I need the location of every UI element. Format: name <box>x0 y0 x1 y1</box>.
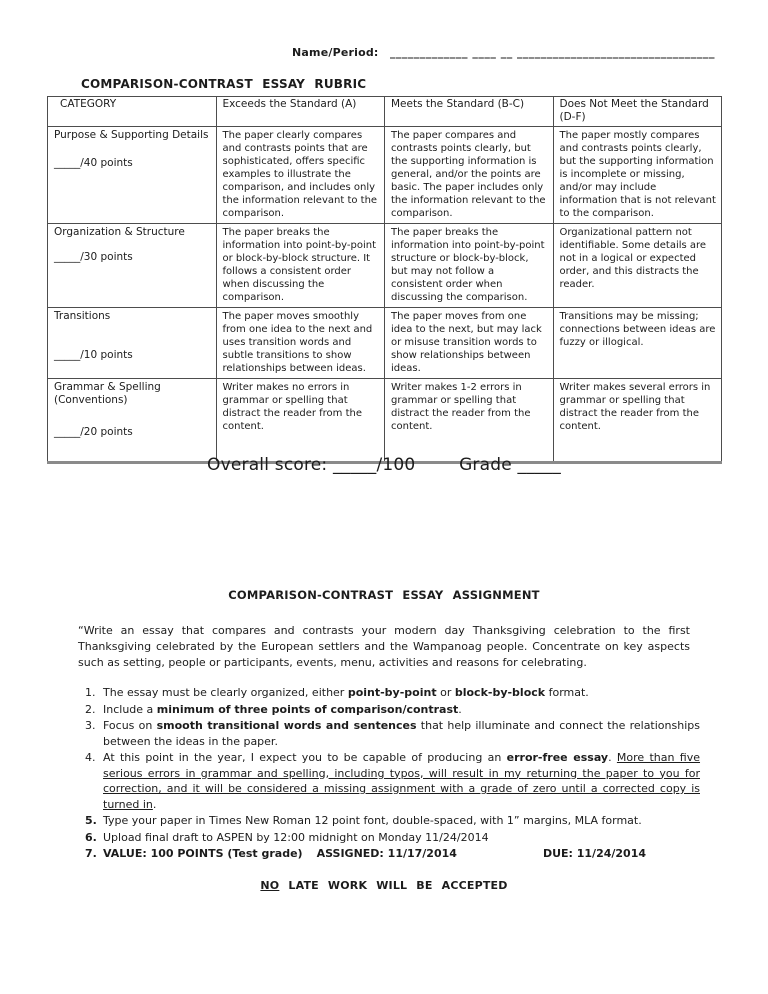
list-item-text <box>103 718 700 749</box>
text-segment: that help illuminate and connect the relationships between the ideas in the paper. <box>103 719 700 748</box>
table-row <box>48 308 722 379</box>
list-item-text <box>103 685 700 701</box>
text-segment: ASSIGNED: 11/17/2014 <box>316 847 457 860</box>
criteria-cell: The paper compares and contrasts points clearly, but the supporting information is general, and/or the points are basic. The paper includes only the information relevant to the comparison. <box>385 127 554 224</box>
text-segment: . <box>458 702 462 716</box>
grade-label: Grade _____ <box>459 455 561 475</box>
criteria-cell: The paper moves from one idea to the next, but may lack or misuse transition words to show relationships between ideas. <box>385 308 554 379</box>
list-item-number: 1. <box>85 686 96 699</box>
category-cell <box>48 379 217 463</box>
text-segment: At this point in the year, I expect you to be capable of producing an <box>103 751 507 764</box>
text-segment: smooth transitional words and sentences <box>156 719 417 732</box>
column-header: Exceeds the Standard (A) <box>216 97 385 127</box>
list-item-text <box>103 813 700 829</box>
list-item-number: 2. <box>85 702 96 716</box>
points-blank: _____/30 points <box>54 251 133 263</box>
text-segment: . <box>152 797 157 811</box>
category-name: Transitions <box>54 310 111 322</box>
name-period-label: Name/Period: <box>292 46 379 59</box>
category-name: Purpose & Supporting Details <box>54 129 209 141</box>
list-item-number: 6. <box>85 830 97 844</box>
table-row <box>48 379 722 463</box>
overall-score-line <box>0 455 768 475</box>
category-cell <box>48 127 217 224</box>
no-late-work-notice <box>0 879 768 892</box>
points-blank: _____/40 points <box>54 157 133 169</box>
assignment-section <box>0 588 768 892</box>
list-item <box>85 685 700 701</box>
assignment-intro: “Write an essay that compares and contrasts your modern day Thanksgiving celebration to the first Thanksgiving celebrated by the European settlers and the Wampanoag people. Concentrate on key aspects such as setting, people or participants, events, menu, activities and reasons for celebrating. <box>78 624 690 669</box>
list-item-text <box>103 702 700 718</box>
text-segment: Focus on <box>103 719 157 732</box>
criteria-cell: Writer makes no errors in grammar or spelling that distract the reader from the content. <box>216 379 385 463</box>
list-item <box>85 718 700 749</box>
list-item-text <box>103 846 700 862</box>
criteria-cell: The paper breaks the information into point-by-point structure or block-by-block, but may not follow a consistent order when discussing the comparison. <box>385 224 554 308</box>
table-row <box>48 127 722 224</box>
column-header: CATEGORY <box>48 97 217 127</box>
list-item-text <box>103 830 700 846</box>
criteria-cell: The paper moves smoothly from one idea to the next and uses transition words and subtle transitions to show relationships between ideas. <box>216 308 385 379</box>
text-segment: More than five serious errors in grammar and spelling, including typos, will result in my returning the paper to you for correction, and it will be considered a missing assignment with a grade of zero until a corrected copy is turned in <box>103 751 701 811</box>
assignment-title: COMPARISON-CONTRAST ESSAY ASSIGNMENT <box>228 588 540 602</box>
list-item <box>85 702 700 718</box>
list-item <box>85 846 700 862</box>
text-segment: LATE WORK WILL BE ACCEPTED <box>279 878 508 892</box>
assignment-list <box>85 685 700 862</box>
points-blank: _____/20 points <box>54 426 133 438</box>
list-item-number: 5. <box>85 814 97 827</box>
rubric-header-row <box>48 97 722 127</box>
rubric-table <box>47 96 722 464</box>
text-segment: The essay must be clearly organized, either <box>103 686 348 699</box>
rubric-title: COMPARISON-CONTRAST ESSAY RUBRIC <box>81 77 367 91</box>
criteria-cell: Organizational pattern not identifiable. Some details are not in a logical or expected order, and this distracts the reader. <box>553 224 722 308</box>
text-segment: block-by-block <box>454 686 546 699</box>
column-header: Does Not Meet the Standard (D-F) <box>553 97 722 127</box>
list-item-number: 4. <box>85 751 96 764</box>
criteria-cell: The paper clearly compares and contrasts points that are sophisticated, offers specific examples to illustrate the comparison, and includes only the information relevant to the comparison. <box>216 127 385 224</box>
criteria-cell: The paper mostly compares and contrasts points clearly, but the supporting information is incomplete or missing, and/or may include information that is not relevant to the comparison. <box>553 127 722 224</box>
column-header: Meets the Standard (B-C) <box>385 97 554 127</box>
category-cell <box>48 224 217 308</box>
criteria-cell: Transitions may be missing; connections between ideas are fuzzy or illogical. <box>553 308 722 379</box>
text-segment: Type your paper in Times New Roman 12 point font, double-spaced, with 1” margins, MLA format. <box>103 814 642 827</box>
points-blank: _____/10 points <box>54 349 133 361</box>
category-name: Grammar & Spelling (Conventions) <box>54 381 161 406</box>
criteria-cell: Writer makes 1-2 errors in grammar or spelling that distract the reader from the content. <box>385 379 554 463</box>
list-item-number: 3. <box>85 719 96 732</box>
criteria-cell: The paper breaks the information into point-by-point or block-by-block structure. It follows a consistent order when discussing the comparison. <box>216 224 385 308</box>
text-segment: error-free essay <box>506 751 609 764</box>
text-segment: format. <box>545 686 589 699</box>
list-item <box>85 750 700 812</box>
list-item-number: 7. <box>85 847 97 860</box>
category-name: Organization & Structure <box>54 226 185 238</box>
criteria-cell: Writer makes several errors in grammar or spelling that distract the reader from the content. <box>553 379 722 463</box>
text-segment: DUE: 11/24/2014 <box>542 847 647 860</box>
text-segment: NO <box>260 878 280 892</box>
text-segment: point-by-point <box>347 686 437 699</box>
text-segment: VALUE: 100 POINTS (Test grade) <box>103 847 303 860</box>
text-segment: Include a <box>103 702 157 716</box>
list-item <box>85 813 700 829</box>
text-segment: minimum of three points of comparison/contrast <box>156 702 459 716</box>
table-row <box>48 224 722 308</box>
text-segment: . <box>608 751 617 764</box>
text-segment: or <box>436 686 455 699</box>
name-period-line <box>292 46 715 59</box>
text-segment: Upload final draft to ASPEN by 12:00 midnight on Monday 11/24/2014 <box>103 830 489 844</box>
overall-score-label: Overall score: _____/100 <box>207 455 416 475</box>
name-period-blank: _____________ ____ __ _________________________________ <box>390 46 716 59</box>
list-item-text <box>103 750 700 812</box>
list-item <box>85 830 700 846</box>
category-cell <box>48 308 217 379</box>
